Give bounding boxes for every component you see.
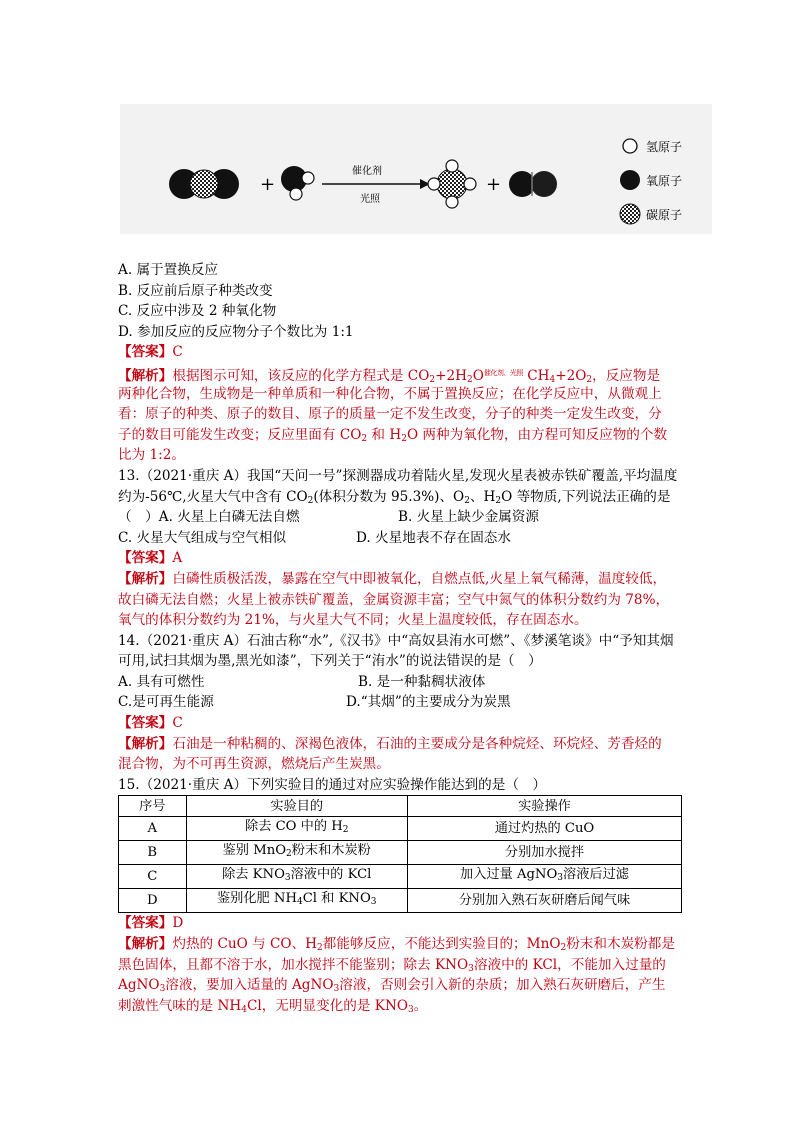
q12-option-c: C. 反应中涉及 2 种氧化物	[118, 303, 277, 320]
legend-oxygen-icon	[620, 170, 640, 190]
q14-stem-line-2: 可用,试扫其烟为墨,黑光如漆”，下列关于“洧水”的说法错误的是（ ）	[118, 653, 542, 670]
q15-experiment-table	[118, 795, 682, 913]
q14-analysis-line-2: 混合物，为不可再生资源，燃烧后产生炭黑。	[118, 756, 390, 773]
reaction-condition: 催化剂、光照	[483, 368, 523, 377]
q13-analysis-line-2: 故白磷无法自燃；火星上被赤铁矿覆盖，金属资源丰富；空气中氮气的体积分数约为 78%，	[118, 591, 670, 608]
answer-label: 【答案】	[118, 344, 173, 361]
q14-analysis-line-1: 【解析】石油是一种粘稠的、深褐色液体，石油的主要成分是各种烷烃、环烷烃、芳香烃的	[118, 735, 662, 752]
q13-option-b: B. 火星上缺少金属资源	[398, 509, 539, 526]
q12-answer	[118, 342, 688, 363]
legend-carbon-label: 碳原子	[646, 208, 683, 222]
table-row: C 除去 $KNO_3$溶液中的 KCl 加入过量 AgNO$_3$溶液后过滤	[119, 865, 682, 889]
reaction-diagram	[120, 104, 712, 234]
q15-answer: 【答案】D	[118, 915, 184, 932]
q13-analysis-line-1: 【解析】白磷性质极活泼，暴露在空气中即被氧化，自燃点低,火星上氧气稀薄，温度较低，	[118, 570, 667, 587]
q14-stem-line-1: 14.（2021·重庆 A）石油古称“水”,《汉书》中“高奴县洧水可燃”、《梦溪笔谈》中“予知其烟	[118, 632, 674, 649]
q12-option-a: A. 属于置换反应	[118, 262, 219, 278]
question-content	[118, 260, 688, 1016]
table-header-row	[119, 796, 682, 817]
q13-analysis-line-3: 氧气的体积分数约为 21%，与火星大气不同；火星上温度较低，存在固态水。	[118, 612, 588, 629]
q12-analysis-line-5: 比为 1:2。	[118, 447, 185, 464]
analysis-label: 【解析】	[118, 367, 173, 384]
legend-carbon-icon	[620, 204, 640, 224]
q13-option-c: C. 火星大气组成与空气相似	[118, 529, 287, 546]
q13-options-row-2	[118, 528, 688, 549]
plus-sign-1: +	[260, 174, 276, 195]
plus-sign-2: +	[486, 174, 502, 195]
q12-analysis-line-4: 子的数目可能发生改变；反应里面有 $CO_2$ 和 $H_2O$ 两种为氧化物，由方程可知反应物的个数	[118, 426, 668, 444]
q14-answer: 【答案】C	[118, 715, 183, 732]
q14-options-row-1	[118, 672, 688, 693]
q14-options-row-2	[118, 692, 688, 713]
q14-option-c: C.是可再生能源	[118, 694, 214, 711]
table-row: B 鉴别 MnO$_2$粉末和木炭粉 分别加水搅拌	[119, 841, 682, 865]
q15-analysis-line-2: 黑色固体，且都不溶于水，加水搅拌不能鉴别；除去 $KNO_3$溶液中的 KCl，不能加入过量的	[118, 956, 666, 974]
arrow-label-light: 光照	[360, 194, 380, 205]
q14-option-b: B. 是一种黏稠状液体	[358, 673, 486, 690]
q13-stem-line-1: 13.（2021·重庆 A）我国“天问一号”探测器成功着陆火星,发现火星表被赤铁矿覆盖,平均温度	[118, 467, 678, 484]
q13-options-row-1	[118, 507, 688, 528]
table-row: A 除去 CO 中的 $H_2$ 通过灼热的 CuO	[119, 817, 682, 841]
q12-option-d: D. 参加反应的反应物分子个数比为 1:1	[118, 323, 354, 340]
header-purpose: 实验目的	[186, 796, 407, 817]
q15-analysis-line-3: AgNO$_3$溶液，要加入适量的 AgNO$_3$溶液，否则会引入新的杂质；加入熟石灰研磨后，产生	[118, 977, 666, 995]
co2-molecule	[169, 169, 239, 199]
q15-analysis-line-1: 【解析】灼热的 CuO 与 CO、$H_2$都能够反应，不能达到实验目的；MnO$_2$粉末和木炭粉都是	[118, 936, 675, 954]
q14-option-d: D.“其烟”的主要成分为炭黑	[346, 694, 511, 711]
legend-oxygen-label: 氧原子	[646, 174, 683, 188]
q12-analysis-line-2: 两种化合物，生成物是一种单质和一种化合物，不属于置换反应；在化学反应中，从微观上	[118, 385, 662, 402]
legend-hydrogen-label: 氢原子	[646, 140, 683, 154]
q12-analysis-line-3: 看：原子的种类、原子的数目、原子的质量一定不发生改变，分子的种类一定发生改变，分	[118, 406, 662, 423]
header-seq: 序号	[119, 796, 187, 817]
q12-analysis-line-1: 【解析】根据图示可知，该反应的化学方程式是 $CO_2+2H_2O^{催化剂、光照}$ $CH_4+2O_2$，反应物是	[118, 367, 661, 385]
q13-stem-line-2: 约为-56℃,火星大气中含有 $CO_2$(体积分数为 95.3%)、$O_2$、$H_2O$ 等物质,下列说法正确的是	[118, 488, 671, 506]
header-operation: 实验操作	[407, 796, 681, 817]
q12-answer-value: C	[172, 344, 183, 361]
arrow-label-catalyst: 催化剂	[352, 166, 382, 177]
q13-option-d: D. 火星地表不存在固态水	[356, 529, 511, 546]
legend-hydrogen-icon	[623, 139, 637, 153]
q15-analysis-line-4: 刺激性气味的是 $NH_4Cl$，无明显变化的是 $KNO_3$。	[118, 997, 428, 1015]
legend	[620, 139, 682, 224]
table-row: D 鉴别化肥 $NH_4Cl$ 和 $KNO_3$ 分别加入熟石灰研磨后闻气味	[119, 889, 682, 913]
q15-stem: 15.（2021·重庆 A）下列实验目的通过对应实验操作能达到的是（ ）	[118, 776, 547, 793]
q13-option-a: （ ）A. 火星上白磷无法自燃	[118, 509, 300, 526]
q12-option-b: B. 反应前后原子种类改变	[118, 282, 273, 299]
q14-option-a: A. 具有可燃性	[118, 673, 205, 690]
q13-answer: 【答案】A	[118, 550, 183, 567]
